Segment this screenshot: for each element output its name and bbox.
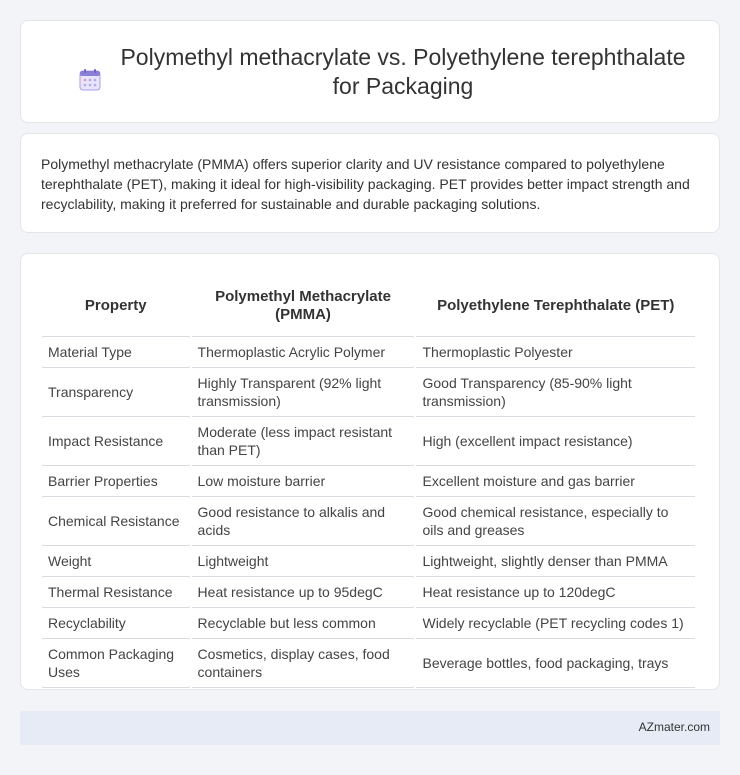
table-row: [42, 368, 695, 417]
cell-pet: Heat resistance up to 120degC: [416, 577, 695, 608]
cell-property: Impact Resistance: [42, 417, 190, 466]
cell-pmma: Cosmetics, display cases, food containers: [192, 639, 415, 688]
table-row: [42, 639, 695, 688]
table-row: [42, 577, 695, 608]
footer: [20, 711, 720, 745]
cell-pmma: Moderate (less impact resistant than PET): [192, 417, 415, 466]
cell-pmma: Heat resistance up to 95degC: [192, 577, 415, 608]
cell-property: Chemical Resistance: [42, 497, 190, 546]
cell-pet: Lightweight, slightly denser than PMMA: [416, 546, 695, 577]
cell-property: Material Type: [42, 337, 190, 368]
title-card: [20, 20, 720, 123]
cell-pet: Excellent moisture and gas barrier: [416, 466, 695, 497]
page-title-line2: for Packaging: [332, 72, 474, 99]
cell-pmma: Good resistance to alkalis and acids: [192, 497, 415, 546]
comparison-table-card: [20, 253, 720, 690]
footer-brand[interactable]: AZmater.com: [638, 720, 710, 734]
cell-pet: Good chemical resistance, especially to oils and greases: [416, 497, 695, 546]
cell-pet: Thermoplastic Polyester: [416, 337, 695, 368]
table-row: [42, 337, 695, 368]
summary-text: Polymethyl methacrylate (PMMA) offers superior clarity and UV resistance compared to polyethylene terephthalate (PET), making it ideal for high-visibility packaging. PET provides better impact strength and recyclability, making it preferred for sustainable and durable packaging solutions.: [41, 156, 690, 212]
cell-property: Transparency: [42, 368, 190, 417]
cell-pet: Good Transparency (85-90% light transmission): [416, 368, 695, 417]
summary-card: [20, 133, 720, 233]
table-row: [42, 546, 695, 577]
header-pet: Polyethylene Terephthalate (PET): [416, 275, 695, 337]
cell-pmma: Thermoplastic Acrylic Polymer: [192, 337, 415, 368]
title-wrap: [45, 43, 695, 101]
cell-pmma: Recyclable but less common: [192, 608, 415, 639]
header-property: Property: [42, 275, 190, 337]
table-row: [42, 466, 695, 497]
page-title: [45, 43, 695, 101]
cell-property: Barrier Properties: [42, 466, 190, 497]
cell-pmma: Highly Transparent (92% light transmission): [192, 368, 415, 417]
cell-pet: Beverage bottles, food packaging, trays: [416, 639, 695, 688]
table-row: [42, 417, 695, 466]
cell-property: Thermal Resistance: [42, 577, 190, 608]
page-title-line1: Polymethyl methacrylate vs. Polyethylene terephthalate: [120, 43, 686, 70]
cell-property: Weight: [42, 546, 190, 577]
table-header-row: [42, 275, 695, 337]
cell-property: Recyclability: [42, 608, 190, 639]
header-pmma: Polymethyl Methacrylate (PMMA): [192, 275, 415, 337]
cell-property: Common Packaging Uses: [42, 639, 190, 688]
cell-pet: High (excellent impact resistance): [416, 417, 695, 466]
cell-pmma: Low moisture barrier: [192, 466, 415, 497]
table-row: [42, 497, 695, 546]
comparison-table: [40, 275, 697, 688]
cell-pmma: Lightweight: [192, 546, 415, 577]
table-row: [42, 608, 695, 639]
calendar-icon: [79, 69, 101, 91]
cell-pet: Widely recyclable (PET recycling codes 1): [416, 608, 695, 639]
